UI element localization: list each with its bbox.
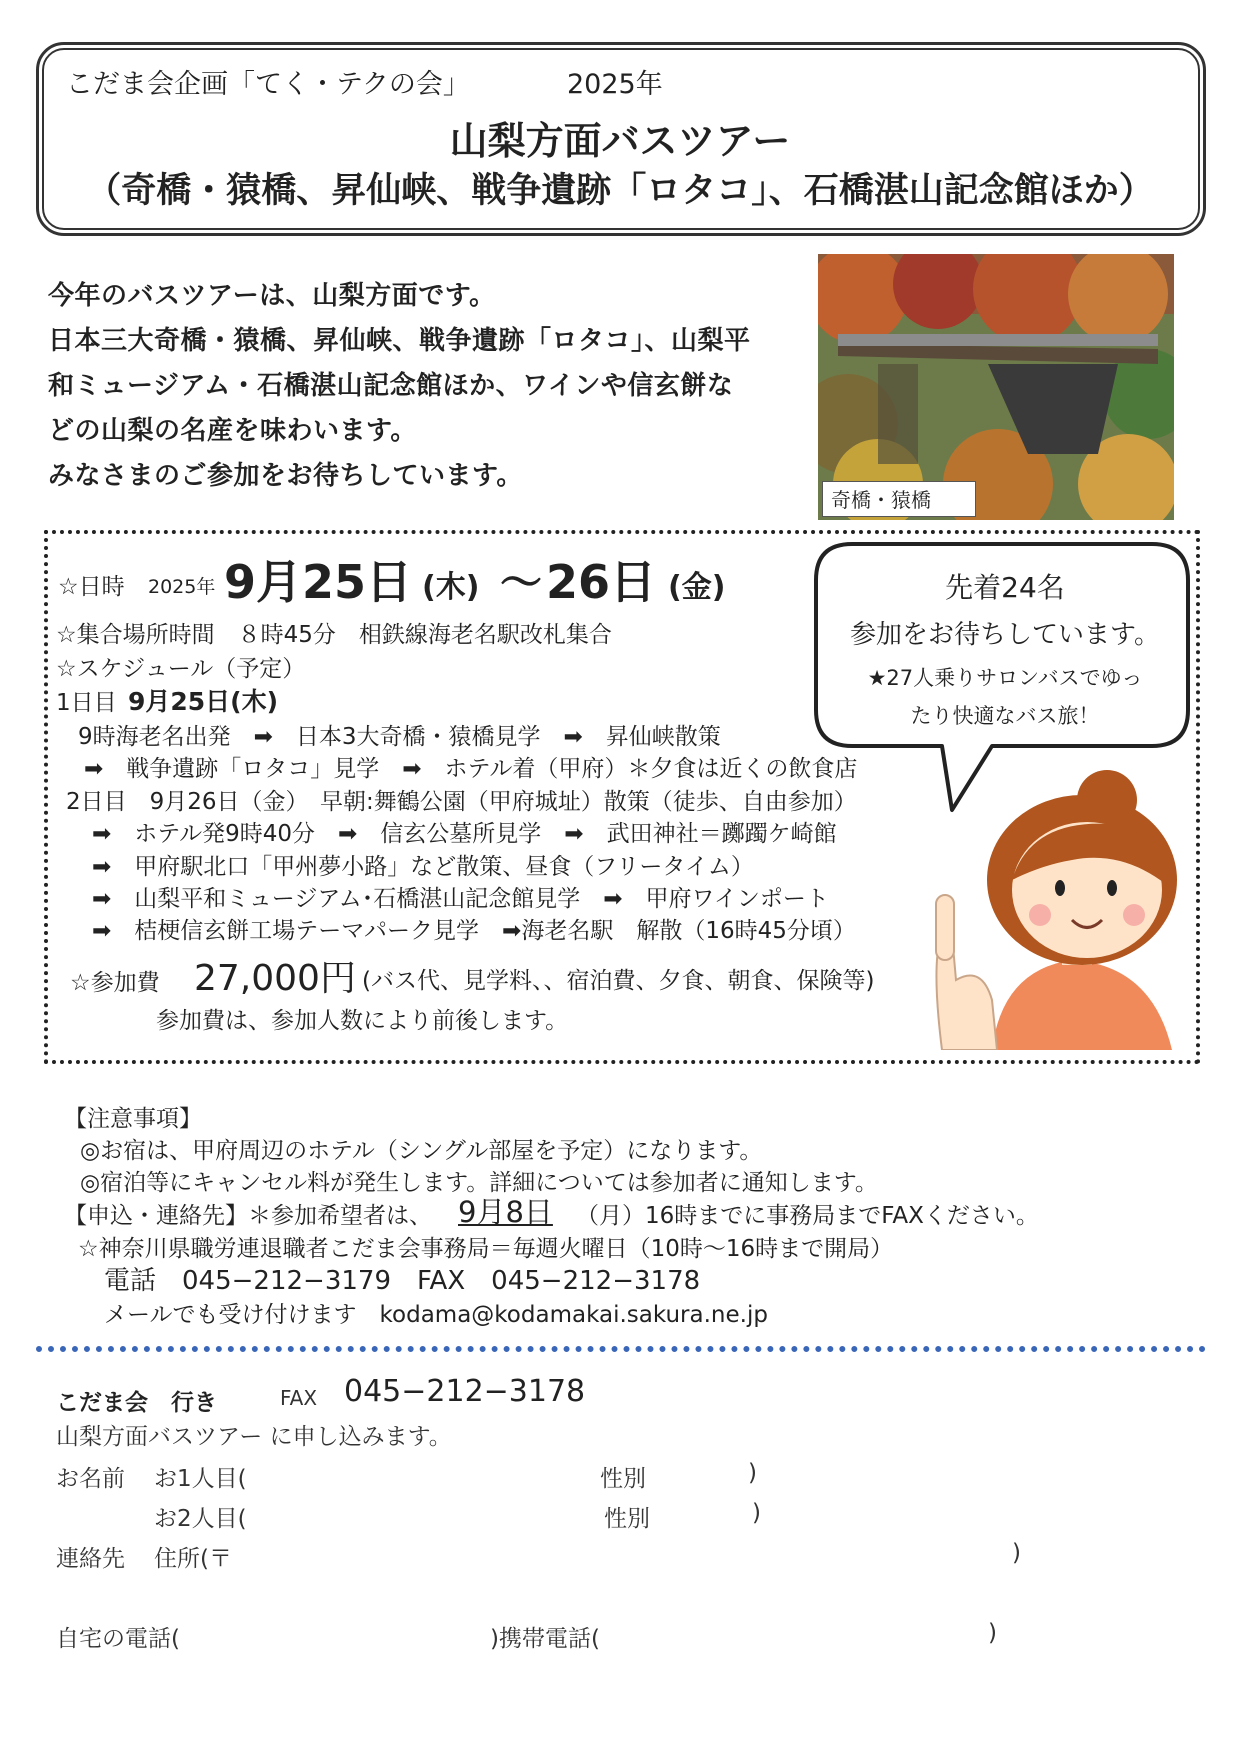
- phone-fax: 電話 045−212−3179 FAX 045−212−3178: [104, 1266, 701, 1296]
- form-apply-text: 山梨方面バスツアー に申し込みます。: [56, 1424, 452, 1450]
- form-recipient: こだま会 行き: [56, 1390, 217, 1416]
- form-person1-field[interactable]: お1人目(: [154, 1466, 247, 1492]
- guide-character-illustration: [922, 770, 1192, 1050]
- fee-amount: 27,000円: [194, 958, 356, 999]
- date-end: 26日: [546, 555, 657, 609]
- organizer-label: こだま会企画「てく・テクの会」: [66, 69, 470, 100]
- form-gender1-label: 性別: [600, 1466, 646, 1492]
- fee-label: ☆参加費: [70, 970, 160, 996]
- apply-deadline-date: 9月8日: [458, 1195, 553, 1229]
- form-address-close: ): [1012, 1540, 1021, 1566]
- day1-date: 9月25日(木): [128, 687, 279, 716]
- form-person2-field[interactable]: お2人目(: [154, 1506, 247, 1532]
- day1-label: 1日目: [56, 690, 117, 716]
- meeting-info: ☆集合場所時間 ８時45分 相鉄線海老名駅改札集合: [56, 622, 612, 648]
- intro-line-2: 日本三大奇橋・猿橋、昇仙峡、戦争遺跡「ロタコ」、山梨平: [48, 326, 751, 356]
- intro-line-3: 和ミュージアム・石橋湛山記念館ほか、ワインや信玄餅な: [48, 371, 734, 401]
- form-mobile-phone-field[interactable]: )携帯電話(: [490, 1626, 600, 1652]
- bubble-capacity: 先着24名: [945, 571, 1065, 604]
- fee-note: 参加費は、参加人数により前後します。: [156, 1008, 569, 1034]
- date-end-day: (金): [668, 570, 726, 605]
- form-address-field[interactable]: 住所(〒: [154, 1546, 232, 1572]
- page-title: 山梨方面バスツアー: [449, 119, 791, 163]
- date-year: 2025年: [148, 576, 216, 598]
- day2-line-4: ➡ 桔梗信玄餅工場テーマパーク見学 ➡海老名駅 解散（16時45分頃）: [92, 918, 856, 944]
- date-start: 9月25日: [224, 555, 413, 609]
- form-contact-label: 連絡先: [56, 1546, 125, 1572]
- cutline-separator: [36, 1346, 1206, 1352]
- apply-deadline-rest: （月）16時までに事務局までFAXください。: [576, 1203, 1039, 1229]
- day1-line-2: ➡ 戦争遺跡「ロタコ」見学 ➡ ホテル着（甲府）＊夕食は近くの飲食店: [84, 756, 858, 782]
- date-tilde: ～: [500, 558, 543, 607]
- bubble-welcome: 参加をお待ちしています。: [850, 620, 1160, 650]
- note-item-1: ◎お宿は、甲府周辺のホテル（シングル部屋を予定）になります。: [80, 1138, 763, 1164]
- form-fax-number: 045−212−3178: [344, 1374, 586, 1409]
- form-fax-label: FAX: [280, 1386, 318, 1410]
- form-home-phone-field[interactable]: 自宅の電話(: [56, 1626, 180, 1652]
- bubble-bus-note-2: たり快適なバス旅！: [910, 704, 1100, 728]
- date-label: ☆日時: [58, 574, 125, 600]
- apply-label: 【申込・連絡先】＊参加希望者は、: [64, 1203, 432, 1229]
- date-start-day: (木): [422, 570, 480, 605]
- page-subtitle: （奇橋・猿橋、昇仙峡、戦争遺跡「ロタコ」、石橋湛山記念館ほか）: [86, 171, 1154, 211]
- day2-line: 2日目 9月26日（金） 早朝:舞鶴公園（甲府城址）散策（徒歩、自由参加）: [66, 789, 857, 815]
- day2-line-3: ➡ 山梨平和ミュージアム･石橋湛山記念館見学 ➡ 甲府ワインポート: [92, 886, 829, 912]
- intro-line-1: 今年のバスツアーは、山梨方面です。: [48, 281, 496, 311]
- form-person2-close: ): [752, 1500, 761, 1526]
- email-info: メールでも受け付けます kodama@kodamakai.sakura.ne.jp: [104, 1302, 768, 1328]
- day2-line-2: ➡ 甲府駅北口「甲州夢小路」など散策、昼食（フリータイム）: [92, 854, 754, 880]
- form-mobile-close: ): [988, 1620, 997, 1646]
- form-name-label: お名前: [56, 1466, 125, 1492]
- year-label: 2025年: [567, 69, 663, 100]
- schedule-label: ☆スケジュール（予定）: [56, 656, 306, 682]
- day1-line-1: 9時海老名出発 ➡ 日本3大奇橋・猿橋見学 ➡ 昇仙峡散策: [78, 724, 721, 750]
- form-person1-close: ): [748, 1460, 757, 1486]
- intro-line-4: どの山梨の名産を味わいます。: [48, 416, 417, 446]
- intro-line-5: みなさまのご参加をお待ちしています。: [48, 461, 523, 491]
- note-item-2: ◎宿泊等にキャンセル料が発生します。詳細については参加者に通知します。: [80, 1170, 878, 1196]
- fee-detail: (バス代、見学料、、宿泊費、夕食、朝食、保険等): [362, 968, 875, 994]
- bubble-bus-note-1: ★27人乗りサロンバスでゆっ: [867, 666, 1143, 690]
- office-info: ☆神奈川県職労連退職者こだま会事務局＝毎週火曜日（10時～16時まで開局）: [78, 1236, 894, 1262]
- notes-heading: 【注意事項】: [64, 1106, 202, 1132]
- day2-line-1: ➡ ホテル発9時40分 ➡ 信玄公墓所見学 ➡ 武田神社＝躑躅ケ崎館: [92, 821, 837, 847]
- form-gender2-label: 性別: [604, 1506, 650, 1532]
- photo-caption: 奇橋・猿橋: [822, 481, 976, 517]
